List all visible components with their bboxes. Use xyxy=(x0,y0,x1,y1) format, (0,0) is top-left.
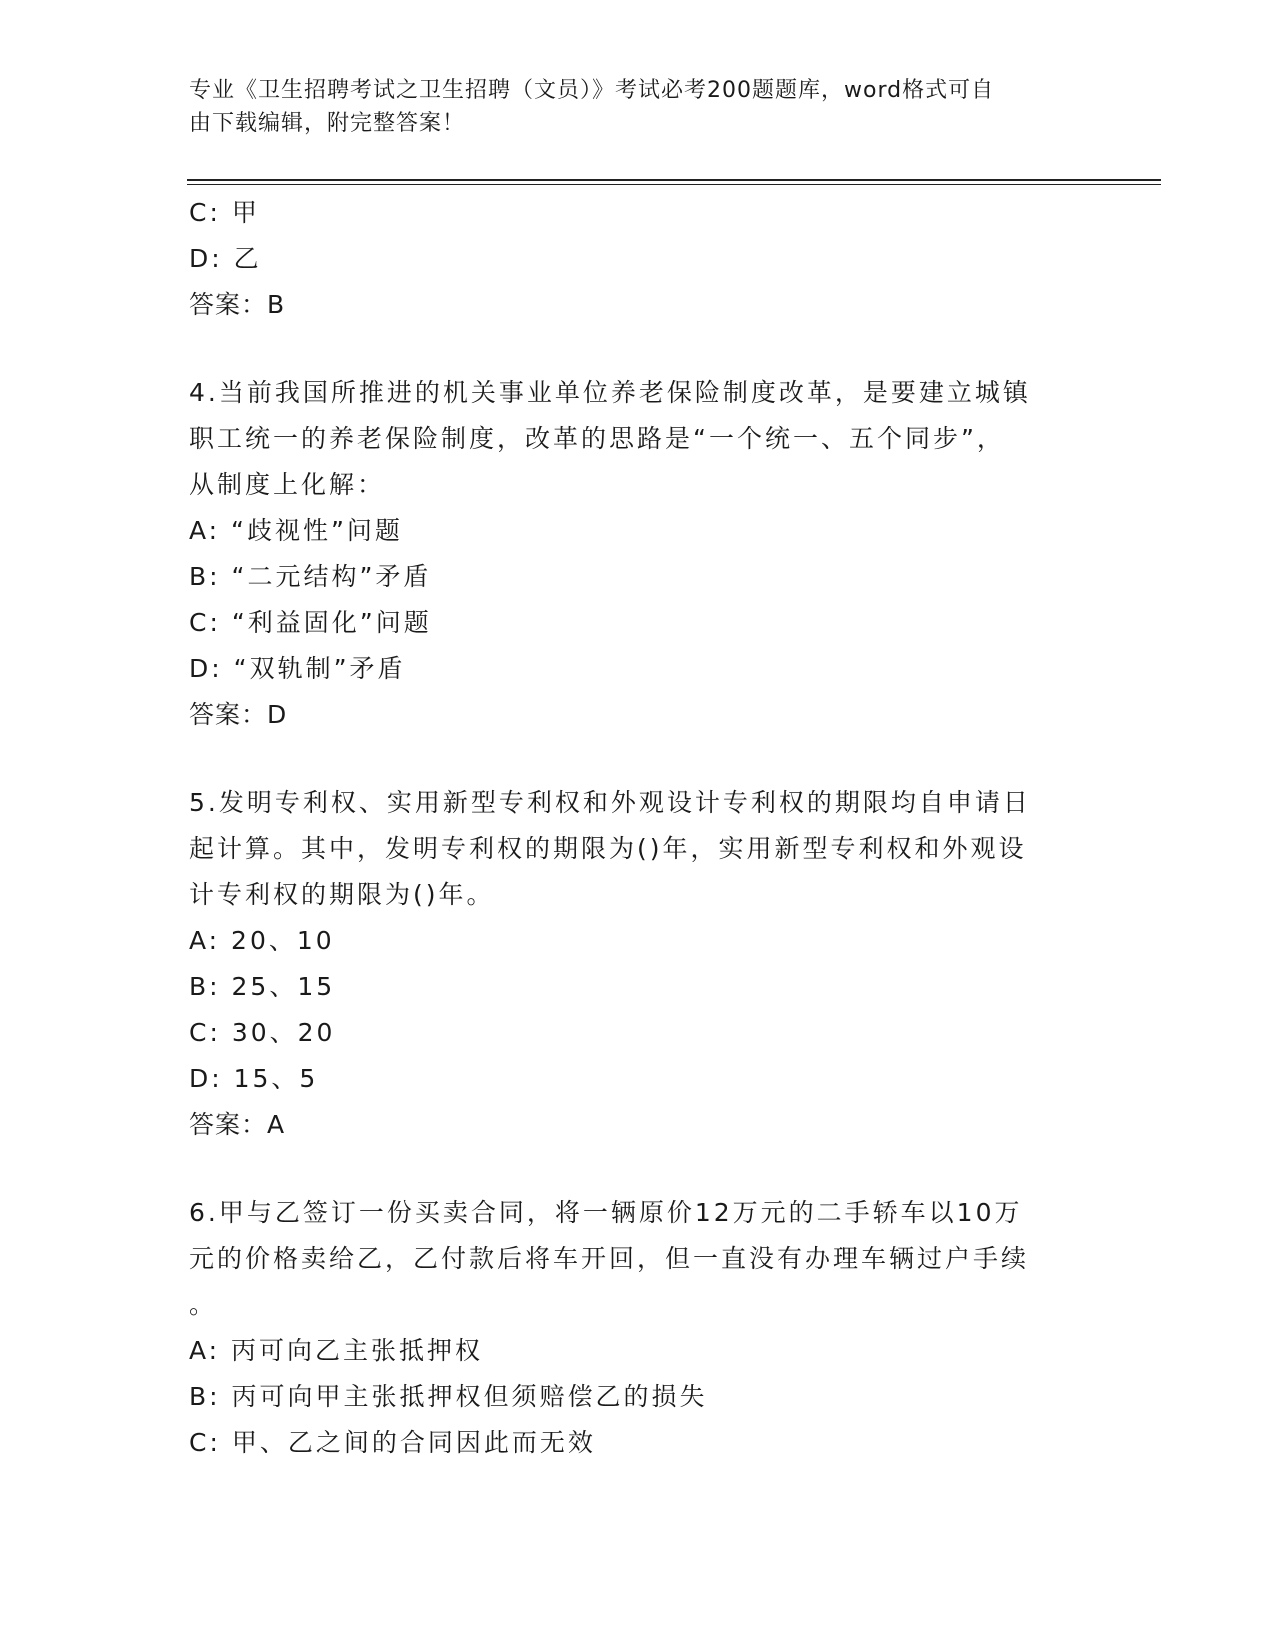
q6-option-b: B: 丙可向甲主张抵押权但须赔偿乙的损失 xyxy=(189,1382,708,1411)
q5-answer: 答案：A xyxy=(189,1110,286,1139)
q3-option-c: C: 甲 xyxy=(189,198,260,227)
q5-option-d: D: 15、5 xyxy=(189,1064,319,1093)
q4-answer: 答案：D xyxy=(189,700,288,729)
q6-option-c: C: 甲、乙之间的合同因此而无效 xyxy=(189,1428,596,1457)
page-header xyxy=(189,74,1089,140)
q4-stem-line-3: 从制度上化解： xyxy=(189,470,386,499)
header-divider-thin xyxy=(187,184,1161,185)
header-divider-thick xyxy=(187,179,1161,181)
question-gap xyxy=(189,328,1069,370)
q5-stem-line-3: 计专利权的期限为()年。 xyxy=(189,880,495,909)
q4-stem-line-1: 4.当前我国所推进的机关事业单位养老保险制度改革，是要建立城镇 xyxy=(189,378,1031,407)
q5-stem-line-1: 5.发明专利权、实用新型专利权和外观设计专利权的期限均自申请日 xyxy=(189,788,1031,817)
q5-stem-line-2: 起计算。其中，发明专利权的期限为()年，实用新型专利权和外观设 xyxy=(189,834,1027,863)
q6-stem-line-1: 6.甲与乙签订一份买卖合同，将一辆原价12万元的二手轿车以10万 xyxy=(189,1198,1023,1227)
question-list xyxy=(189,190,1069,1466)
q5-option-b: B: 25、15 xyxy=(189,972,336,1001)
q5-option-c: C: 30、20 xyxy=(189,1018,336,1047)
q4-option-c: C: “利益固化”问题 xyxy=(189,608,432,637)
header-line-1: 专业《卫生招聘考试之卫生招聘（文员）》考试必考200题题库，word格式可自 xyxy=(189,78,995,103)
q3-answer: 答案：B xyxy=(189,290,286,319)
question-gap xyxy=(189,1148,1069,1190)
q5-option-a: A: 20、10 xyxy=(189,926,335,955)
q4-stem-line-2: 职工统一的养老保险制度，改革的思路是“一个统一、五个同步”， xyxy=(189,424,1005,453)
q4-option-a: A: “歧视性”问题 xyxy=(189,516,403,545)
q4-option-b: B: “二元结构”矛盾 xyxy=(189,562,432,591)
q4-option-d: D: “双轨制”矛盾 xyxy=(189,654,406,683)
q6-stem-line-3: 。 xyxy=(189,1290,218,1319)
q3-option-d: D: 乙 xyxy=(189,244,262,273)
question-6 xyxy=(189,1190,1069,1466)
q6-stem-line-2: 元的价格卖给乙，乙付款后将车开回，但一直没有办理车辆过户手续 xyxy=(189,1244,1030,1273)
header-line-2: 由下载编辑，附完整答案！ xyxy=(189,111,466,136)
question-4 xyxy=(189,370,1069,738)
question-3 xyxy=(189,190,1069,328)
question-5 xyxy=(189,780,1069,1148)
question-gap xyxy=(189,738,1069,780)
q6-option-a: A: 丙可向乙主张抵押权 xyxy=(189,1336,484,1365)
